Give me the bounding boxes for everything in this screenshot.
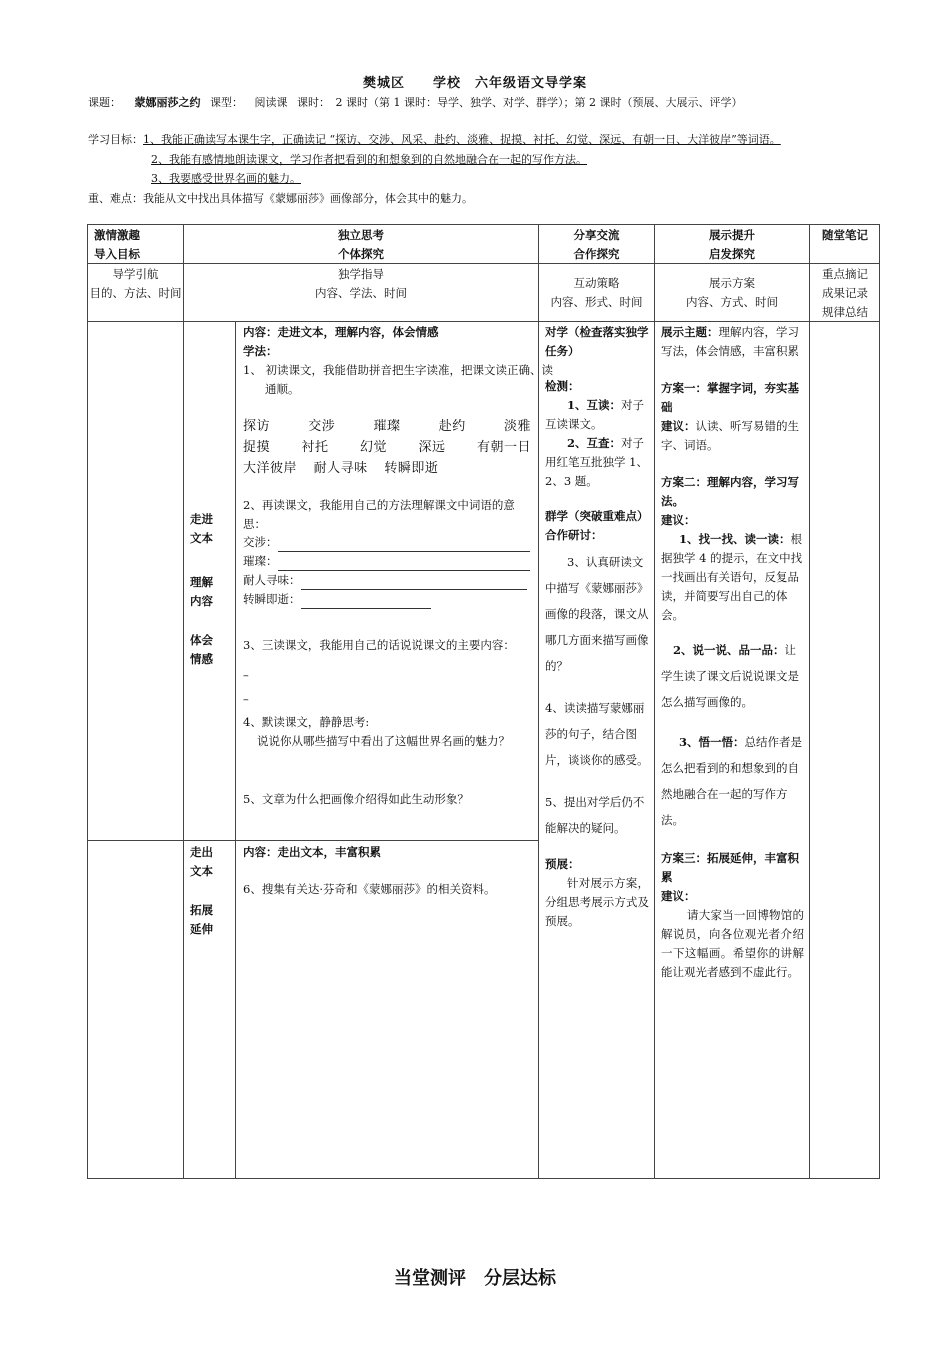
header-1-line-1: 激情激趣 <box>94 228 140 242</box>
preview-text: 针对展示方案，分组思考展示方式及预展。 <box>545 876 649 928</box>
word: 交涉 <box>308 419 336 434</box>
term-blank[interactable] <box>278 557 530 571</box>
word: 赴约 <box>438 419 466 434</box>
check-1-title: 1、互读： <box>567 398 622 412</box>
section-2-label <box>190 843 230 939</box>
type-value: 阅读课 <box>254 96 288 109</box>
section-1-label-line: 理解 <box>190 575 213 589</box>
section-1-label-line: 内容 <box>190 594 213 608</box>
key-points: 重、难点：我能从文中找出具体描写《蒙娜丽莎》画像部分，体会其中的魅力。 <box>88 192 473 205</box>
suggestion-label: 建议： <box>661 889 696 903</box>
answer-dash: – <box>243 692 249 706</box>
check-2 <box>545 434 649 491</box>
course-info-line <box>88 94 742 110</box>
term-row <box>243 590 533 609</box>
step-1: 1、 初读课文，我能借助拼音把生字读准，把课文读正确、读通顺。 <box>243 363 553 396</box>
section-1-label-line: 体会 <box>190 633 213 647</box>
header-cell-3 <box>539 226 654 264</box>
check-2-text: 对子用红笔互批独学 1、2、3 题。 <box>545 436 648 488</box>
plan-2-step-3-title: 3、悟一悟： <box>679 735 745 749</box>
header-2-line-1: 独立思考 <box>338 228 384 242</box>
subheader-5-line-2: 成果记录 <box>822 286 868 300</box>
header-3-line-1: 分享交流 <box>573 228 620 242</box>
word: 深远 <box>418 440 446 455</box>
section-1-label-line: 情感 <box>190 652 213 666</box>
section-heading: 当堂测评 分层达标 <box>394 1268 556 1289</box>
group-sub: 合作研讨： <box>545 528 603 542</box>
word: 幻觉 <box>359 440 387 455</box>
subheader-1-line-2: 目的、方法、时间 <box>89 286 182 300</box>
subheader-5-line-3: 规律总结 <box>822 305 868 319</box>
header-4-line-2: 启发探究 <box>709 247 755 261</box>
group-task-3: 3、认真研读文中描写《蒙娜丽莎》画像的段落，课文从哪几方面来描写画像的？ <box>545 555 649 673</box>
plan-1-title: 方案一：掌握字词，夯实基础 <box>661 381 799 414</box>
show-column <box>661 323 804 982</box>
header-3-line-2: 合作探究 <box>573 247 620 261</box>
step-4-title: 4、默读课文，静静思考: <box>243 715 370 729</box>
preview-label: 预展： <box>545 857 580 871</box>
plan-2-step-2 <box>661 637 804 715</box>
term-label: 交涉： <box>243 535 278 549</box>
term-row <box>243 552 533 571</box>
subheader-cell-2 <box>184 265 538 303</box>
section-2-label-line: 走出 <box>190 845 213 859</box>
plan-2-step-1 <box>661 530 804 625</box>
section-2-label-line: 延伸 <box>190 922 213 936</box>
study-content-2-title: 内容：走出文本，丰富积累 <box>243 845 381 859</box>
step-4-text: 说说你从哪些描写中看出了这幅世界名画的魅力？ <box>257 734 510 748</box>
subheader-2-line-2: 内容、学法、时间 <box>315 286 407 300</box>
step-5: 5、文章为什么把画像介绍得如此生动形象？ <box>243 792 469 806</box>
terms-block <box>243 533 533 609</box>
theme-text: 理解内容，学习写法，体会情感，丰富积累 <box>661 325 799 358</box>
objective-3: 3、我要感受世界名画的魅力。 <box>151 172 301 185</box>
word-row-1 <box>243 416 531 437</box>
hours-label: 课时： <box>297 96 330 109</box>
step-3: 3、三读课文，我能用自己的话说说课文的主要内容： <box>243 638 515 652</box>
subheader-2-line-1: 独学指导 <box>338 267 384 281</box>
group-task-5: 5、提出对学后仍不能解决的疑问。 <box>545 795 645 835</box>
word: 淡雅 <box>503 419 531 434</box>
course-label: 课题： <box>88 96 121 109</box>
word: 璀璨 <box>373 419 401 434</box>
header-cell-4 <box>655 226 809 264</box>
word-list <box>243 416 531 479</box>
plan-1-suggestion <box>661 417 804 455</box>
word-row-3 <box>243 458 531 479</box>
plan-2-step-2-text: 让学生读了课文后说说课文是怎么描写画像的。 <box>661 643 799 709</box>
subheader-cell-5 <box>810 265 880 322</box>
check-label: 检测： <box>545 379 580 393</box>
term-blank[interactable] <box>301 595 431 609</box>
share-column <box>545 323 649 931</box>
subheader-cell-4 <box>655 274 809 312</box>
check-2-title: 2、互查： <box>567 436 622 450</box>
hours-value: 2 课时（第 1 课时：导学、独学、对学、群学）；第 2 课时（预展、大展示、评学） <box>335 96 743 109</box>
section-1-label-line: 文本 <box>190 531 213 545</box>
header-5-line-1: 随堂笔记 <box>822 228 868 242</box>
plan-2-step-3-text: 总结作者是怎么把看到的和想象到的自然地融合在一起的写作方法。 <box>661 735 803 827</box>
header-cell-1 <box>94 226 182 264</box>
subheader-3-line-1: 互动策略 <box>573 276 620 290</box>
word-row-2 <box>243 437 531 458</box>
suggestion-label: 建议： <box>661 513 696 527</box>
subheader-cell-1 <box>88 265 183 303</box>
word: 大洋彼岸 <box>243 461 298 476</box>
objective-1: 1、我能正确读写本课生字，正确读记 “探访、交涉、风采、赴约、淡雅、捉摸、衬托、幻觉、深远、有朝一日、大洋彼岸”等词语。 <box>143 133 781 146</box>
term-row <box>243 533 533 552</box>
show-theme <box>661 323 804 361</box>
term-label: 转瞬即逝： <box>243 592 301 606</box>
term-row <box>243 571 533 590</box>
page-title: 樊城区 学校 六年级语文导学案 <box>362 76 587 91</box>
header-2-line-2: 个体探究 <box>338 247 384 261</box>
term-label: 璀璨： <box>243 554 278 568</box>
step-4 <box>243 713 533 751</box>
study-content-title <box>243 323 533 361</box>
subheader-1-line-1: 导学引航 <box>112 267 159 281</box>
subheader-4-line-2: 内容、方式、时间 <box>686 295 778 309</box>
plan-2-title: 方案二：理解内容，学习写法。 <box>661 475 799 508</box>
answer-dash: – <box>243 668 249 682</box>
term-blank[interactable] <box>301 576 527 590</box>
word: 捉摸 <box>243 440 271 455</box>
word: 耐人寻味 <box>313 461 368 476</box>
suggestion-text: 认读、听写易错的生字、词语。 <box>661 419 799 452</box>
study-title: 内容：走进文本，理解内容，体会情感 <box>243 325 439 339</box>
subheader-5-line-1: 重点摘记 <box>822 267 868 281</box>
subheader-3-line-2: 内容、形式、时间 <box>550 295 643 309</box>
step-2: 2、再读课文，我能用自己的方法理解课文中词语的意思： <box>243 498 515 531</box>
section-1-label-line: 走进 <box>190 512 213 526</box>
type-label: 课型： <box>210 96 243 109</box>
section-1-label <box>190 510 230 669</box>
objectives-label: 学习目标： <box>88 133 143 146</box>
suggestion-label: 建议： <box>661 419 696 433</box>
word: 有朝一日 <box>476 440 531 455</box>
group-task-4: 4、读读描写蒙娜丽莎的句子，结合图片，谈谈你的感受。 <box>545 701 649 767</box>
objective-2: 2、我能有感情地朗读课文，学习作者把看到的和想象到的自然地融合在一起的写作方法。 <box>151 153 587 166</box>
objective-line-1 <box>88 131 781 147</box>
subheader-4-line-1: 展示方案 <box>709 276 755 290</box>
method-label: 学法： <box>243 344 278 358</box>
plan-2-step-1-title: 1、找一找、读一读： <box>679 532 791 546</box>
word: 探访 <box>243 419 271 434</box>
term-blank[interactable] <box>278 538 530 552</box>
section-2-label-line: 文本 <box>190 864 213 878</box>
header-1-line-2: 导入目标 <box>94 247 140 261</box>
plan-2-step-1-text: 根据独学 4 的提示，在文中找一找画出有关语句，反复品读，并简要写出自己的体会。 <box>661 532 803 622</box>
step-6: 6、搜集有关达·芬奇和《蒙娜丽莎》的相关资料。 <box>243 882 496 896</box>
header-cell-2 <box>184 226 538 264</box>
pair-title: 对学（检查落实独学任务） <box>545 325 649 358</box>
group-title: 群学（突破重难点） <box>545 509 649 523</box>
subheader-cell-3 <box>539 274 654 312</box>
plan-2-step-2-title: 2、说一说、品一品： <box>673 643 785 657</box>
term-label: 耐人寻味： <box>243 573 301 587</box>
theme-label: 展示主题： <box>661 325 719 339</box>
course-title: 蒙娜丽莎之约 <box>134 96 201 109</box>
check-1-text: 对子互读课文。 <box>545 398 645 431</box>
section-2-label-line: 拓展 <box>190 903 213 917</box>
plan-3-title: 方案三：拓展延伸，丰富积累 <box>661 851 799 884</box>
plan-3-suggestion: 请大家当一回博物馆的解说员，向各位观光者介绍一下这幅画。希望你的讲解能让观光者感到不虚此行。 <box>661 908 804 979</box>
check-1 <box>545 396 649 434</box>
word: 衬托 <box>301 440 329 455</box>
header-4-line-1: 展示提升 <box>709 228 755 242</box>
word: 转瞬即逝 <box>384 461 439 476</box>
plan-2-step-3 <box>661 729 804 833</box>
header-cell-5 <box>810 226 880 245</box>
